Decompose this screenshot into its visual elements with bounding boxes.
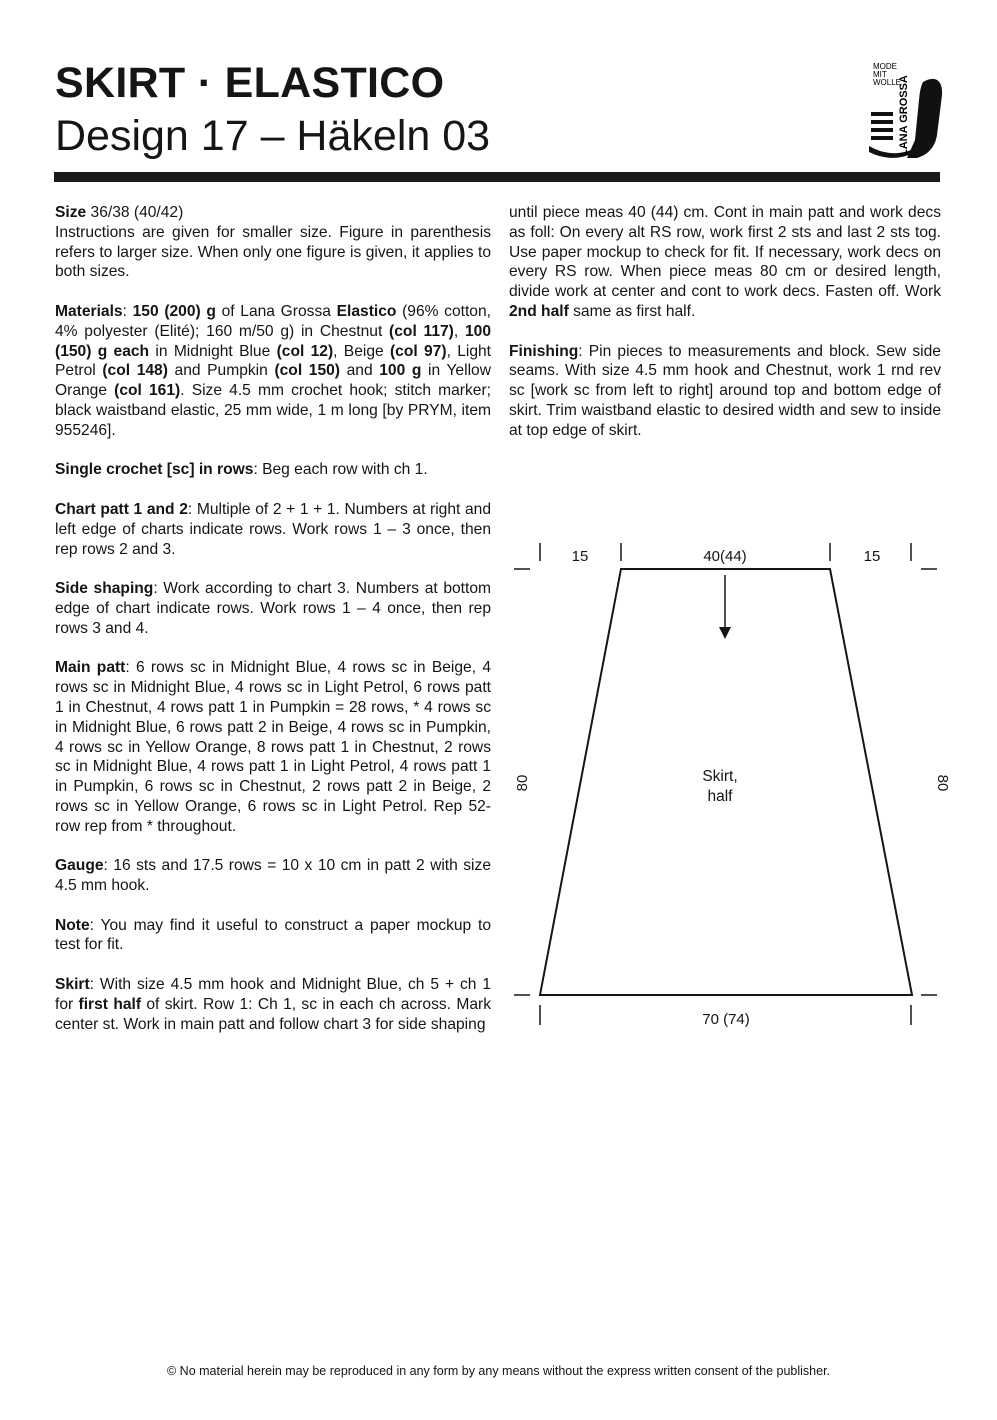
skirt-continued <box>509 203 941 322</box>
materials-col-117: (col 117) <box>389 322 454 340</box>
skirt-schematic-diagram <box>500 535 960 1035</box>
materials-col-12: (col 12) <box>276 342 334 360</box>
size-label: Size <box>55 204 87 221</box>
materials-text-1: : <box>122 302 133 320</box>
materials-text-2: of Lana Grossa <box>215 302 337 320</box>
size-value: 36/38 (40/42) <box>86 204 184 221</box>
finishing-label: Finishing <box>509 342 579 360</box>
skirt-text-2-continued: until piece meas 40 (44) cm. Cont in main patt and work decs as foll: On every alt RS row, work first 2 sts and last 2 sts tog. Use paper mockup to check for fit. If necessary, work decs on every RS row. When piece meas 80 cm or desired length, divide work at center and cont to work decs. Fasten off. Work <box>509 204 941 301</box>
materials-col-150: (col 150) <box>274 362 340 380</box>
materials-label: Materials <box>55 302 123 320</box>
header-rule <box>54 172 940 182</box>
direction-arrow-head <box>719 627 731 639</box>
materials-text-3: (96% cotton, 4% polyester (Elité); 160 m/50 g) in Chestnut <box>55 302 491 340</box>
chart-patt-section <box>55 500 491 559</box>
logo-stripe-2 <box>871 120 893 124</box>
skirt-label: Skirt <box>55 976 90 994</box>
materials-amount-yellow: 100 g <box>379 362 422 380</box>
materials-text-5: in Midnight Blue <box>149 342 277 360</box>
logo-wordmark: LANA GROSSA <box>898 75 910 156</box>
skirt-text-1: : With size 4.5 mm hook and Midnight Blue, ch 5 + ch 1 for <box>55 976 491 1013</box>
materials-text-7: , Light Petrol <box>55 342 492 380</box>
materials-amount-chestnut: 150 (200) g <box>132 302 216 320</box>
copyright-footer: © No material herein may be reproduced in any form by any means without the express written consent of the publisher. <box>166 1364 831 1378</box>
logo-stripe-3 <box>871 128 893 132</box>
dim-left-height: 80 <box>514 774 531 792</box>
finishing-text: : Pin pieces to measurements and block. Sew side seams. With size 4.5 mm hook and Chestnut, work 1 rnd rev sc [work sc from left to right] around top and bottom edge of skirt. Trim waistband elastic to desired width and sew to inside at top edge of skirt. <box>509 342 941 439</box>
size-section <box>55 203 491 282</box>
materials-text-11: . Size 4.5 mm crochet hook; stitch marker; black waistband elastic, 25 mm wide, 1 m long [by PRYM, item 955246]. <box>55 382 491 439</box>
materials-text-4: , <box>453 322 465 340</box>
single-crochet-text: : Beg each row with ch 1. <box>253 461 428 479</box>
dim-top-center: 40(44) <box>703 548 747 565</box>
materials-col-148: (col 148) <box>102 362 168 380</box>
materials-yarn-name: Elastico <box>336 302 397 320</box>
note-text: : You may find it useful to construct a paper mockup to test for fit. <box>55 916 491 954</box>
dim-top-right: 15 <box>863 548 881 565</box>
lana-grossa-logo <box>845 60 955 160</box>
materials-text-9: and <box>339 362 380 380</box>
skirt-first-half: first half <box>78 995 142 1013</box>
skirt-section <box>55 975 491 1034</box>
materials-amount-each: 100 (150) g each <box>55 322 492 360</box>
skirt-text-2: of skirt. Row 1: Ch 1, sc in each ch across. Mark center st. Work in main patt and follow chart 3 for side shaping <box>55 995 491 1033</box>
size-note: Instructions are given for smaller size. Figure in parenthesis refers to larger size. When only one figure is given, it applies to both sizes. <box>55 223 491 281</box>
single-crochet-section <box>55 460 491 480</box>
logo-text-wolle: WOLLE <box>873 78 902 87</box>
main-patt-label: Main patt <box>55 659 126 677</box>
materials-text-8: and Pumpkin <box>167 362 275 380</box>
finishing-section <box>509 342 941 441</box>
single-crochet-label: Single crochet [sc] in rows <box>55 461 254 479</box>
note-section <box>55 916 491 956</box>
side-shaping-section <box>55 579 491 638</box>
main-patt-text: : 6 rows sc in Midnight Blue, 4 rows sc in Beige, 4 rows sc in Midnight Blue, 4 rows sc in Light Petrol, 6 rows patt 1 in Chestnut, 4 rows patt 1 in Pumpkin = 28 rows, * 4 rows sc in Midnight Blue, 6 rows patt 2 in Beige, 4 rows sc in Pumpkin, 4 rows sc in Yellow Orange, 8 rows patt 1 in Chestnut, 2 rows sc in Midnight Blue, 4 rows patt 1 in Light Petrol, 4 rows patt 1 in Pumpkin, 6 rows sc in Chestnut, 2 rows patt 2 in Beige, 2 rows sc in Yellow Orange, 6 rows sc in Light Petrol. Rep 52-row rep from * throughout. <box>55 659 491 835</box>
logo-text-mit: MIT <box>873 70 887 79</box>
logo-text-mode: MODE <box>873 62 897 71</box>
chart-patt-text: : Multiple of 2 + 1 + 1. Numbers at right and left edge of charts indicate rows. Work rows 1 – 3 once, then rep rows 2 and 3. <box>55 500 492 558</box>
dim-right-height: 80 <box>934 774 951 792</box>
page-title: SKIRT · ELASTICO <box>55 59 445 107</box>
materials-text-6: , Beige <box>333 342 390 360</box>
gauge-text: : 16 sts and 17.5 rows = 10 x 10 cm in patt 2 with size 4.5 mm hook. <box>55 857 491 895</box>
chart-patt-label: Chart patt 1 and 2 <box>55 500 188 518</box>
dim-bottom-width: 70 (74) <box>702 1011 750 1028</box>
logo-stripe-1 <box>871 112 893 116</box>
logo-swoosh-shape <box>907 79 942 158</box>
label-half: half <box>707 788 733 805</box>
materials-section <box>55 302 491 441</box>
page-subtitle: Design 17 – Häkeln 03 <box>55 112 491 160</box>
logo-stripe-4 <box>871 136 893 140</box>
note-label: Note <box>55 916 90 934</box>
instructions-left-column <box>55 203 491 1054</box>
gauge-label: Gauge <box>55 857 104 875</box>
materials-col-161: (col 161) <box>114 382 181 400</box>
gauge-section <box>55 856 491 896</box>
label-skirt: Skirt, <box>702 768 738 785</box>
instructions-right-column <box>509 203 941 460</box>
skirt-text-3: same as first half. <box>568 302 696 320</box>
side-shaping-text: : Work according to chart 3. Numbers at bottom edge of chart indicate rows. Work rows 1 – 4 once, then rep rows 3 and 4. <box>55 580 491 637</box>
side-shaping-label: Side shaping <box>55 580 154 598</box>
materials-text-10: in Yellow Orange <box>55 362 491 400</box>
skirt-second-half: 2nd half <box>509 302 569 320</box>
materials-col-97: (col 97) <box>389 342 447 360</box>
dim-top-left: 15 <box>571 548 589 565</box>
main-patt-section <box>55 658 491 836</box>
